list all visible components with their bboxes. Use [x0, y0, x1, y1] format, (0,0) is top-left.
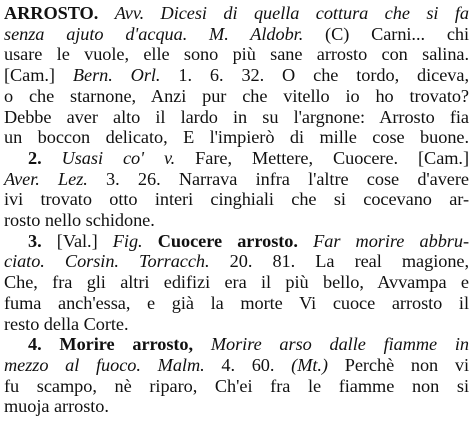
- entry-text: Morire arso dalle fiamme in: [210, 334, 469, 355]
- entry-text: resto della Corte.: [4, 313, 129, 334]
- entry-text: mezzo al fuoco. Malm.: [4, 354, 205, 375]
- entry-text: (C) Carni... chi: [303, 23, 469, 44]
- entry-text: ciato. Corsin. Torracch.: [4, 251, 210, 272]
- entry-text: Bern. Orl.: [72, 65, 161, 86]
- entry-text: [143, 231, 158, 251]
- entry-text: fuma anch'essa, e già la morte Vi cuoce arrosto il: [4, 292, 469, 313]
- entry-text: senza ajuto d'acqua. M. Aldobr.: [4, 23, 304, 44]
- entry-text: Fare, Mettere, Cuocere. [Cam.]: [175, 147, 469, 168]
- entry-text: 4.: [28, 334, 60, 355]
- entry-text: fu scampo, nè riparo, Ch'ei fra le fiamme non si: [4, 375, 469, 396]
- entry-text: [298, 231, 313, 251]
- entry-text: Debbe aver alto il lardo in su l'argnone: Arrosto fia: [4, 106, 469, 127]
- entry-text: Che, fra gli altri edifizi era il più bello, Avvampa e: [4, 272, 469, 293]
- entry-text: muoja arrosto.: [4, 396, 109, 417]
- entry-text: rosto nello schidone.: [4, 210, 155, 230]
- entry-text: un boccon delicato, E l'impierò di mille cose buone.: [4, 127, 469, 148]
- entry-text: Avv. Dicesi di quella cottura che si fa: [114, 3, 469, 23]
- entry-text: 2.: [28, 147, 62, 168]
- entry-text: [98, 3, 114, 23]
- entry-text: 20. 81. La real magione,: [209, 251, 469, 272]
- entry-text: Aver. Lez.: [4, 168, 88, 189]
- entry-line: [4, 394, 469, 418]
- entry-text: ivi trovato otto interi cinghiali che si cocevano ar-: [4, 189, 469, 210]
- entry-text: ARROSTO.: [4, 3, 99, 23]
- entry-text: (Mt.): [291, 354, 328, 375]
- entry-text: usare le vuole, elle sono più sane arrosto con salina.: [4, 44, 469, 65]
- entry-text: 3.: [28, 230, 57, 251]
- entry-text: [Val.]: [56, 230, 113, 251]
- entry-text: 1. 6. 32. O che tordo, diceva,: [160, 65, 469, 86]
- entry-text: 4. 60.: [204, 354, 292, 375]
- entry-text: Fig.: [112, 230, 143, 251]
- entry-text: Cuocere arrosto.: [157, 230, 298, 251]
- entry-text: o che starnone, Anzi pur che vitello io ho trovato?: [4, 85, 469, 106]
- entry-text: [193, 334, 211, 354]
- entry-text: Perchè non vi: [327, 354, 470, 375]
- entry-text: 3. 26. Narrava infra l'altre cose d'avere: [87, 168, 469, 189]
- entry-text: Far morire abbru-: [313, 230, 469, 251]
- entry-text: Morire arrosto,: [59, 334, 194, 355]
- entry-text: [Cam.]: [4, 65, 73, 86]
- entry-text: Usasi co' v.: [61, 147, 176, 168]
